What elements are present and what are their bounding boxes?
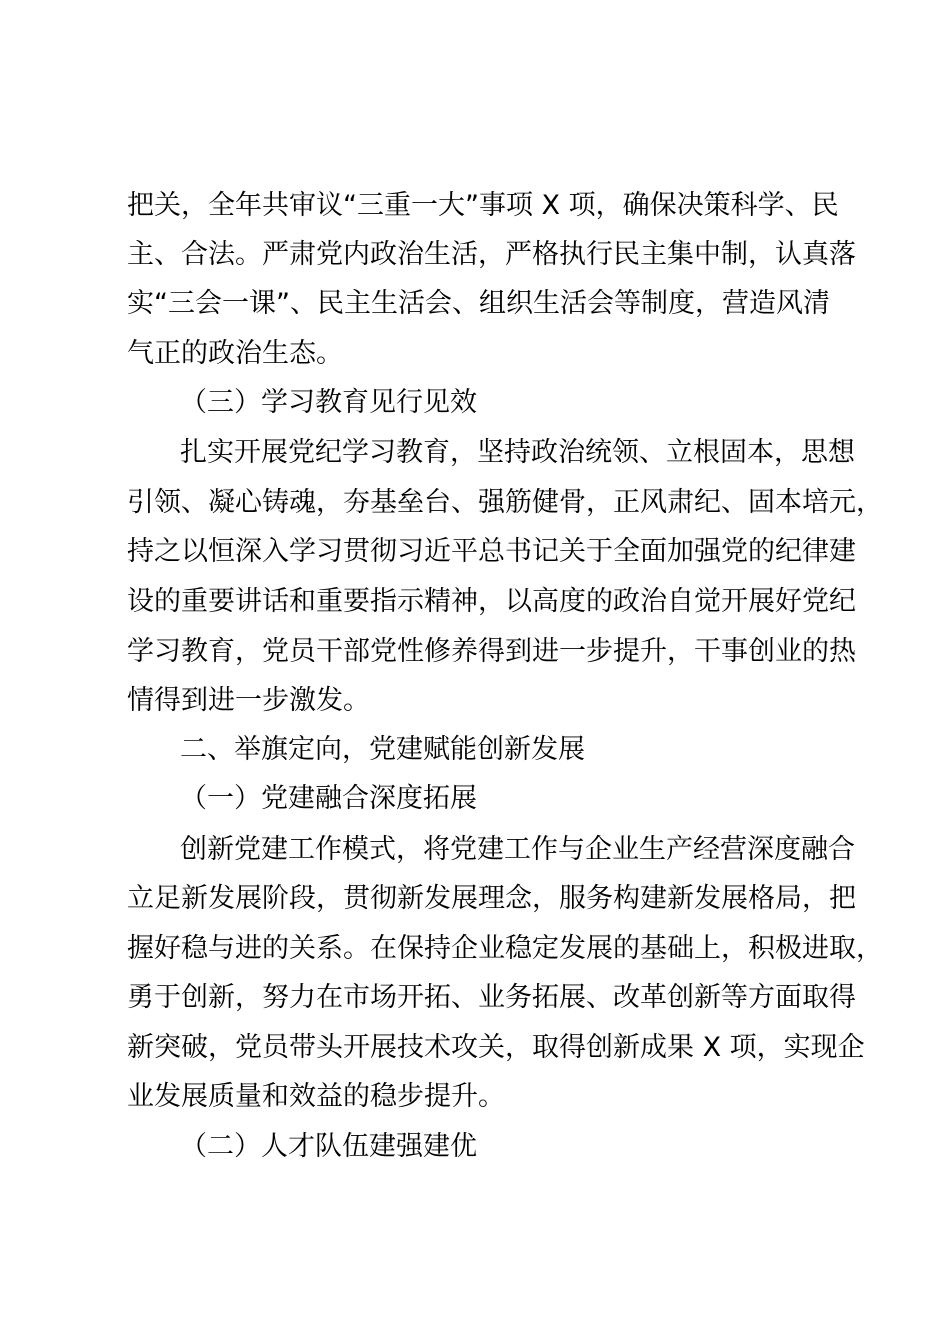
section-heading: 二、举旗定向，党建赋能创新发展	[180, 734, 585, 765]
body-text-line: 业发展质量和效益的稳步提升。	[127, 1081, 505, 1112]
subsection-heading: （一）党建融合深度拓展	[180, 783, 477, 814]
body-text-line: 情得到进一步激发。	[127, 685, 370, 716]
body-text-line: 勇于创新，努力在市场开拓、业务拓展、改革创新等方面取得	[127, 982, 856, 1013]
body-text-line: 实“三会一课”、民主生活会、组织生活会等制度，营造风清	[127, 288, 830, 319]
body-text-line: 引领、凝心铸魂，夯基垒台、强筋健骨，正风肃纪、固本培元，	[127, 487, 883, 518]
body-text-line: 新突破，党员带头开展技术攻关，取得创新成果 X 项，实现企	[127, 1032, 865, 1063]
subsection-heading: （二）人才队伍建强建优	[180, 1131, 477, 1162]
body-text-line: 设的重要讲话和重要指示精神，以高度的政治自觉开展好党纪	[127, 586, 856, 617]
body-text-line: 气正的政治生态。	[127, 338, 343, 369]
body-text-line: 扎实开展党纪学习教育，坚持政治统领、立根固本，思想	[180, 437, 855, 468]
body-text-line: 学习教育，党员干部党性修养得到进一步提升，干事创业的热	[127, 636, 856, 667]
body-text-line: 把关，全年共审议“三重一大”事项 X 项，确保决策科学、民	[127, 190, 839, 221]
body-text-line: 持之以恒深入学习贯彻习近平总书记关于全面加强党的纪律建	[127, 536, 856, 567]
body-text-line: 握好稳与进的关系。在保持企业稳定发展的基础上，积极进取，	[127, 933, 883, 964]
body-text-line: 主、合法。严肃党内政治生活，严格执行民主集中制，认真落	[127, 239, 856, 270]
subsection-heading: （三）学习教育见行见效	[180, 387, 477, 418]
body-text-line: 立足新发展阶段，贯彻新发展理念，服务构建新发展格局，把	[127, 883, 856, 914]
body-text-line: 创新党建工作模式，将党建工作与企业生产经营深度融合	[180, 834, 855, 865]
